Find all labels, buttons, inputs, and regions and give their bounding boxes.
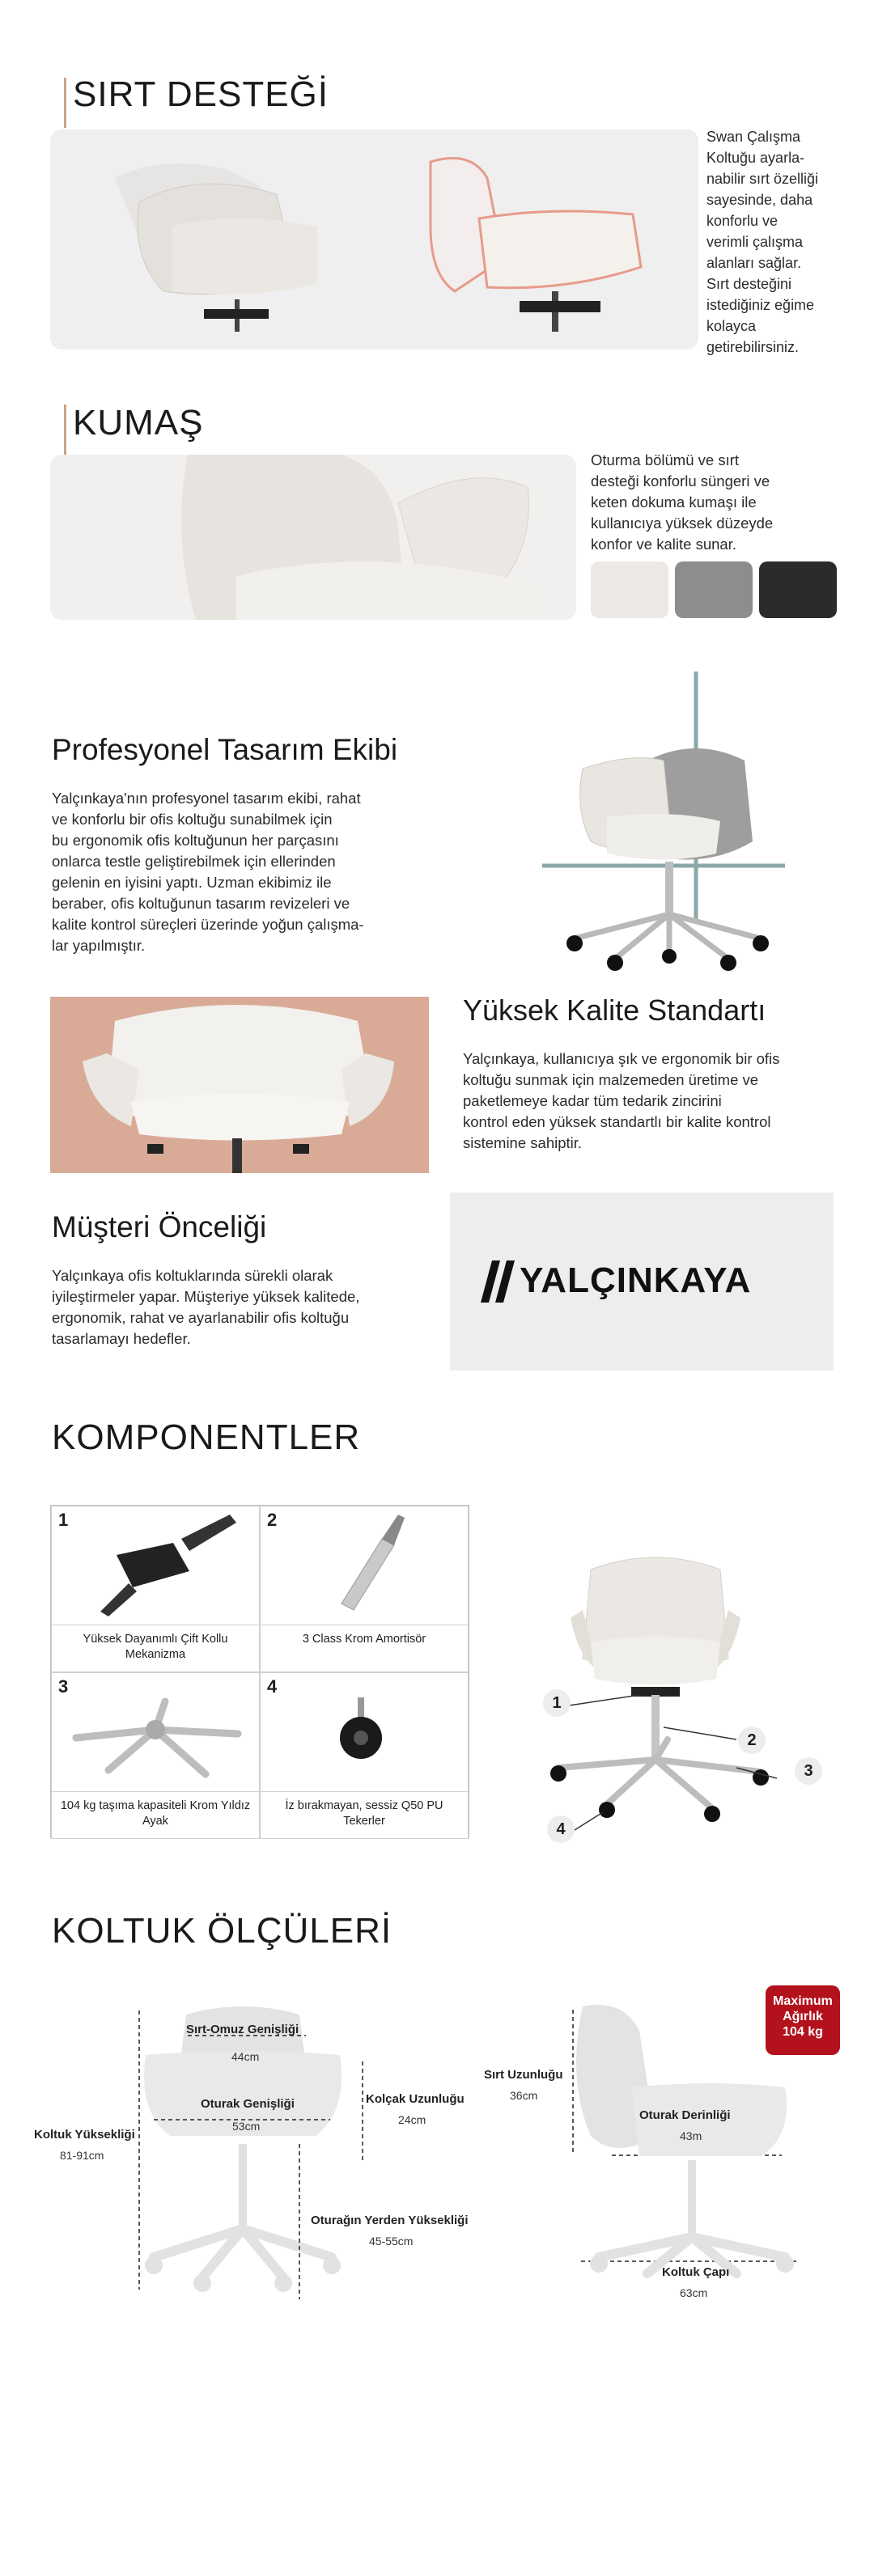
dim-value: 43m (680, 2129, 702, 2142)
dim-value: 36cm (510, 2089, 538, 2102)
dim-label: Koltuk Çapı (662, 2265, 730, 2279)
callout-1: 1 (543, 1689, 571, 1717)
dim-label: Oturağın Yerden Yüksekliği (311, 2214, 469, 2227)
dim-value: 24cm (398, 2113, 426, 2126)
sirt-desc: Swan Çalışma Koltuğu ayarla- nabilir sırt özelliği sayesinde, daha konforlu ve verimli çalışma alanları sağlar. Sırt desteğini istediğiniz eğime kolayca getirebilirsiniz. (706, 129, 819, 355)
profesyonel-title: Profesyonel Tasarım Ekibi (52, 733, 398, 766)
dim-label: Oturak Derinliği (639, 2108, 731, 2122)
callout-4: 4 (547, 1815, 575, 1843)
musteri-title: Müşteri Önceliği (52, 1210, 267, 1244)
dim-label: Kolçak Uzunluğu (366, 2092, 465, 2106)
max-weight-badge: Maximum Ağırlık 104 kg (766, 1985, 840, 2055)
component-card: 4 İz bırakmayan, sessiz Q50 PU Tekerler (260, 1672, 469, 1839)
dim-label: Oturak Genişliği (201, 2097, 295, 2111)
dim-label: Sırt-Omuz Genişliği (186, 2023, 299, 2036)
profesyonel-desc: Yalçınkaya'nın profesyonel tasarım ekibi, rahat ve konforlu bir ofis koltuğu sunabilmek için bu ergonomik ofis koltuğunun her parçasını onlarca testle geliştirebilmek için ellerinden gelenin en iyisini yaptı. Uzman ekibimiz ile beraber, ofis koltuğunun tasarım revizeleri ve kalite kontrol süreçleri üzerinde yoğun çalışma- lar yapılmıştır. (52, 790, 364, 954)
kumas-title: KUMAŞ (73, 403, 204, 443)
dim-value: 44cm (231, 2050, 260, 2063)
kumas-desc: Oturma bölümü ve sırt desteği konforlu süngeri ve keten dokuma kumaşı ile kullanıcıya yüksek düzeyde konfor ve kalite sunar. (591, 451, 774, 553)
kalite-desc: Yalçınkaya, kullanıcıya şık ve ergonomik bir ofis koltuğu sunmak için malzemeden üretime ve paketlemeye kadar tüm tedarik zincirini kontrol eden yüksek standartlı bir kalite kontrol sistemine sahiptir. (463, 1050, 780, 1151)
dim-value: 53cm (232, 2120, 261, 2133)
dim-value: 63cm (680, 2286, 708, 2299)
component-card: 2 3 Class Krom Amortisör (260, 1506, 469, 1672)
kalite-title: Yüksek Kalite Standartı (463, 994, 766, 1027)
musteri-desc: Yalçınkaya ofis koltuklarında sürekli olarak iyileştirmeler yapar. Müşteriye yüksek kalitede, ergonomik, rahat ve ayarlanabilir ofis koltuğu tasarlamayı hedefler. (52, 1267, 360, 1347)
callout-3: 3 (795, 1757, 822, 1785)
dim-value: 81-91cm (60, 2149, 104, 2162)
dim-label: Sırt Uzunluğu (484, 2068, 563, 2082)
olculer-title: KOLTUK ÖLÇÜLERİ (52, 1911, 392, 1951)
sirt-title: SIRT DESTEĞİ (73, 74, 329, 114)
dim-value: 45-55cm (369, 2235, 414, 2248)
komponentler-title: KOMPONENTLER (52, 1417, 361, 1457)
brand-logo: YALÇINKAYA (481, 1257, 804, 1306)
component-card: 1 Yüksek Dayanımlı Çift Kollu Mekanizma (51, 1506, 260, 1672)
dim-label: Koltuk Yüksekliği (34, 2128, 135, 2142)
callout-2: 2 (738, 1727, 766, 1754)
component-card: 3 104 kg taşıma kapasiteli Krom Yıldız Ayak (51, 1672, 260, 1839)
